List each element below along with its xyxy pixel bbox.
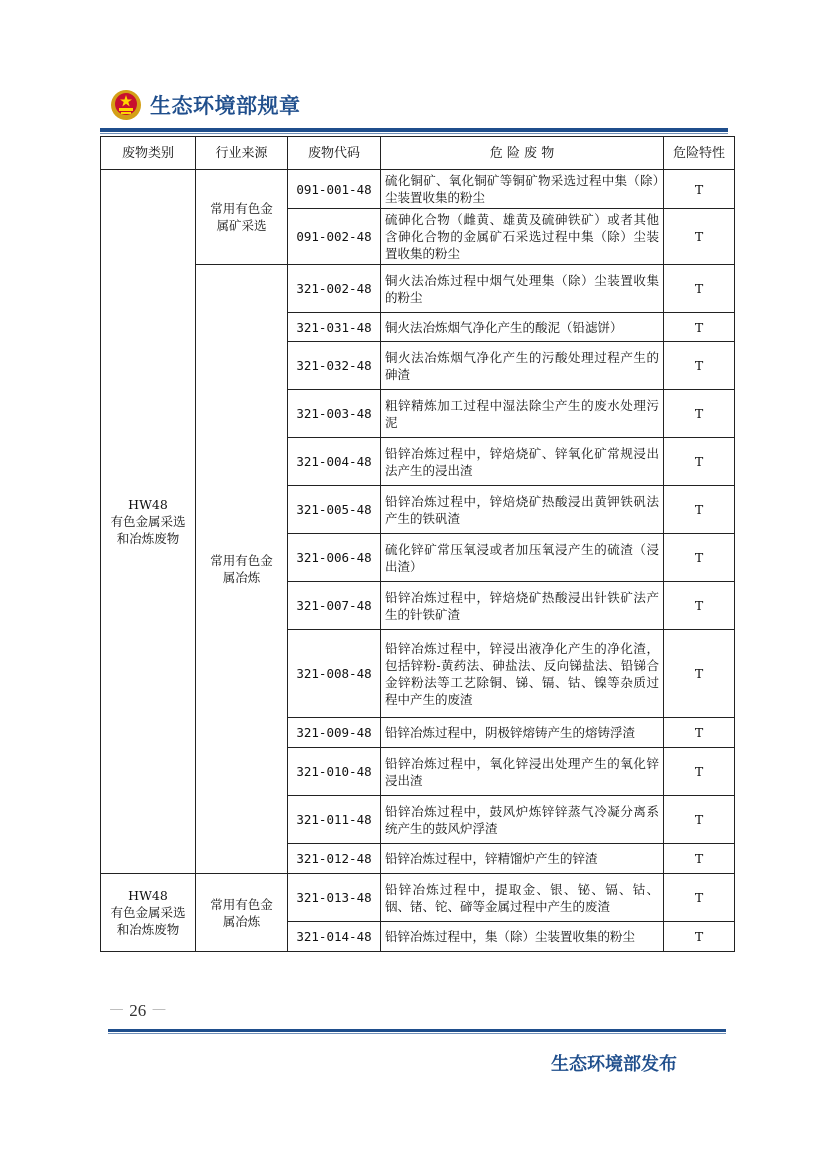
hazard-property-cell: T <box>664 922 735 952</box>
table-row <box>101 874 735 922</box>
hazard-property-cell: T <box>664 438 735 486</box>
hazardous-waste-description-cell: 铜火法冶炼过程中烟气处理集（除）尘装置收集的粉尘 <box>381 265 664 313</box>
hazard-property-cell: T <box>664 313 735 342</box>
column-header: 危 险 废 物 <box>381 137 664 170</box>
hazardous-waste-description-cell: 铅锌冶炼过程中，鼓风炉炼锌锌蒸气冷凝分离系统产生的鼓风炉浮渣 <box>381 796 664 844</box>
hazard-property-cell: T <box>664 342 735 390</box>
waste-code-cell: 321-031-48 <box>288 313 381 342</box>
hazard-property-cell: T <box>664 630 735 718</box>
hazardous-waste-table <box>100 136 735 952</box>
hazard-property-cell: T <box>664 748 735 796</box>
header-title: 生态环境部规章 <box>150 94 301 118</box>
page-number-block: － 26 － <box>108 1001 168 1020</box>
waste-code-cell: 321-009-48 <box>288 718 381 748</box>
hazard-property-cell: T <box>664 390 735 438</box>
footer-rule <box>108 1029 726 1032</box>
hazardous-waste-description-cell: 硫化锌矿常压氧浸或者加压氧浸产生的硫渣（浸出渣） <box>381 534 664 582</box>
hazardous-waste-description-cell: 铅锌冶炼过程中，锌焙烧矿热酸浸出针铁矿法产生的针铁矿渣 <box>381 582 664 630</box>
waste-category-cell: HW48 有色金属采选 和冶炼废物 <box>101 874 196 952</box>
hazard-property-cell: T <box>664 486 735 534</box>
hazard-property-cell: T <box>664 209 735 265</box>
hazard-property-cell: T <box>664 874 735 922</box>
table-row <box>101 170 735 209</box>
waste-code-cell: 321-013-48 <box>288 874 381 922</box>
column-header: 行业来源 <box>196 137 288 170</box>
hazardous-waste-description-cell: 铜火法冶炼烟气净化产生的酸泥（铅滤饼） <box>381 313 664 342</box>
page-number: 26 <box>129 1001 147 1020</box>
column-header: 危险特性 <box>664 137 735 170</box>
hazardous-waste-description-cell: 粗锌精炼加工过程中湿法除尘产生的废水处理污泥 <box>381 390 664 438</box>
header-rule <box>100 128 728 132</box>
hazardous-waste-description-cell: 铅锌冶炼过程中，集（除）尘装置收集的粉尘 <box>381 922 664 952</box>
table-header-row <box>101 137 735 170</box>
waste-code-cell: 321-004-48 <box>288 438 381 486</box>
hazard-property-cell: T <box>664 844 735 874</box>
industry-source-cell: 常用有色金 属冶炼 <box>196 874 288 952</box>
waste-code-cell: 091-001-48 <box>288 170 381 209</box>
waste-code-cell: 321-014-48 <box>288 922 381 952</box>
waste-code-cell: 321-002-48 <box>288 265 381 313</box>
hazardous-waste-description-cell: 铅锌冶炼过程中，锌精馏炉产生的锌渣 <box>381 844 664 874</box>
hazardous-waste-description-cell: 铅锌冶炼过程中，锌焙烧矿热酸浸出黄钾铁矾法产生的铁矾渣 <box>381 486 664 534</box>
page-header <box>110 88 301 122</box>
footer-publisher: 生态环境部发布 <box>551 1054 677 1075</box>
waste-code-cell: 321-005-48 <box>288 486 381 534</box>
waste-code-cell: 321-003-48 <box>288 390 381 438</box>
hazardous-waste-description-cell: 铅锌冶炼过程中，氧化锌浸出处理产生的氧化锌浸出渣 <box>381 748 664 796</box>
hazard-property-cell: T <box>664 265 735 313</box>
industry-source-cell: 常用有色金 属矿采选 <box>196 170 288 265</box>
hazardous-waste-description-cell: 硫化铜矿、氧化铜矿等铜矿物采选过程中集（除）尘装置收集的粉尘 <box>381 170 664 209</box>
waste-code-cell: 321-008-48 <box>288 630 381 718</box>
hazardous-waste-description-cell: 铜火法冶炼烟气净化产生的污酸处理过程产生的砷渣 <box>381 342 664 390</box>
industry-source-cell: 常用有色金 属冶炼 <box>196 265 288 874</box>
hazardous-waste-description-cell: 铅锌冶炼过程中，锌浸出液净化产生的净化渣，包括锌粉-黄药法、砷盐法、反向锑盐法、铅锑合金锌粉法等工艺除铜、锑、镉、钴、镍等杂质过程中产生的废渣 <box>381 630 664 718</box>
column-header: 废物代码 <box>288 137 381 170</box>
hazardous-waste-description-cell: 铅锌冶炼过程中，锌焙烧矿、锌氧化矿常规浸出法产生的浸出渣 <box>381 438 664 486</box>
table-row <box>101 265 735 313</box>
hazardous-waste-description-cell: 铅锌冶炼过程中，提取金、银、铋、镉、钴、铟、锗、铊、碲等金属过程中产生的废渣 <box>381 874 664 922</box>
waste-code-cell: 091-002-48 <box>288 209 381 265</box>
waste-code-cell: 321-032-48 <box>288 342 381 390</box>
waste-code-cell: 321-011-48 <box>288 796 381 844</box>
hazard-property-cell: T <box>664 796 735 844</box>
hazard-property-cell: T <box>664 718 735 748</box>
hazard-property-cell: T <box>664 534 735 582</box>
hazard-property-cell: T <box>664 582 735 630</box>
footer-rule-thin <box>108 1033 726 1034</box>
waste-code-cell: 321-012-48 <box>288 844 381 874</box>
national-emblem-icon <box>110 89 142 121</box>
waste-code-cell: 321-006-48 <box>288 534 381 582</box>
waste-category-cell: HW48 有色金属采选 和冶炼废物 <box>101 170 196 874</box>
hazard-property-cell: T <box>664 170 735 209</box>
hazardous-waste-description-cell: 铅锌冶炼过程中，阴极锌熔铸产生的熔铸浮渣 <box>381 718 664 748</box>
waste-code-cell: 321-007-48 <box>288 582 381 630</box>
waste-code-cell: 321-010-48 <box>288 748 381 796</box>
column-header: 废物类别 <box>101 137 196 170</box>
hazardous-waste-description-cell: 硫砷化合物（雌黄、雄黄及硫砷铁矿）或者其他含砷化合物的金属矿石采选过程中集（除）尘装置收集的粉尘 <box>381 209 664 265</box>
header-rule-thin <box>100 133 728 134</box>
